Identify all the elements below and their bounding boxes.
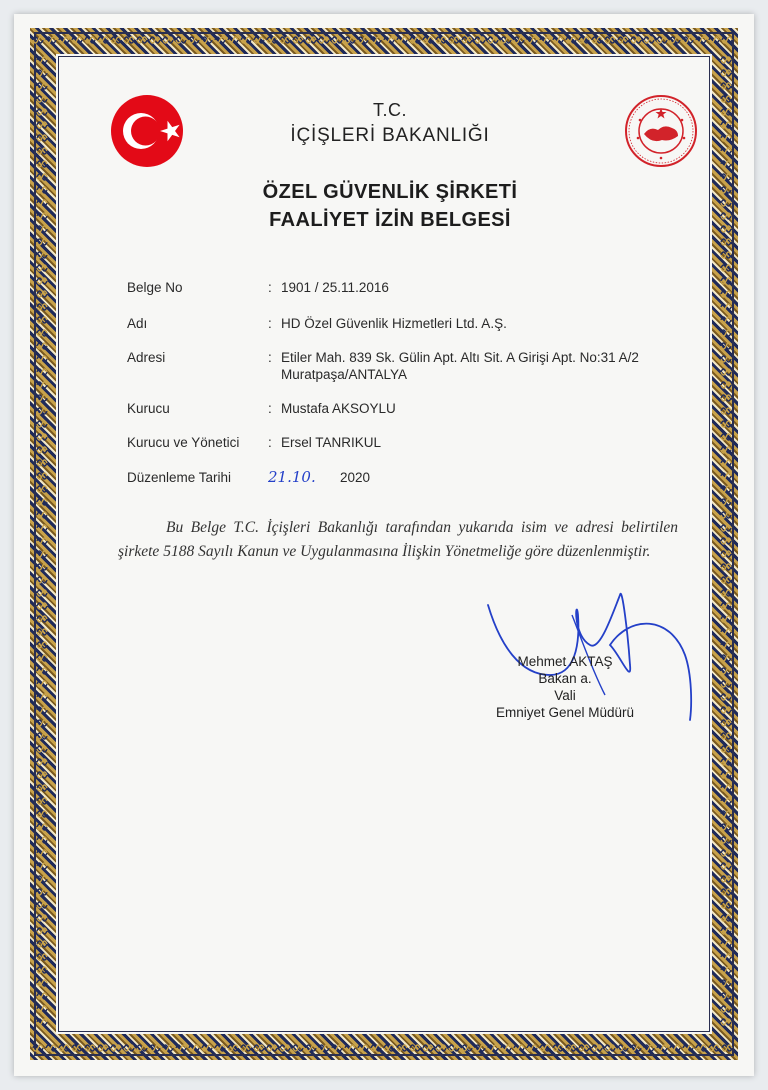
field-separator: : <box>268 316 272 331</box>
ministry-name: İÇİŞLERİ BAKANLIĞI <box>290 125 490 146</box>
field-separator: : <box>268 401 272 416</box>
handwritten-date: 21.10. <box>268 468 316 486</box>
signatory-title: Emniyet Genel Müdürü <box>495 705 635 720</box>
field-label: Düzenleme Tarihi <box>127 470 232 485</box>
field-label: Adresi <box>127 350 166 365</box>
field-value: Mustafa AKSOYLU <box>281 401 396 416</box>
field-value: HD Özel Güvenlik Hizmetleri Ltd. A.Ş. <box>281 316 507 331</box>
field-label: Kurucu <box>127 401 170 416</box>
certification-statement: Bu Belge T.C. İçişleri Bakanlığı tarafından yukarıda isim ve adresi belirtilen şirkete 5188 Sayılı Kanun ve Uygulanmasına İlişkin Yönetmeliğe göre düzenlenmiştir. <box>118 519 678 560</box>
turkish-flag-emblem <box>110 94 184 168</box>
title-line-2: FAALİYET İZİN BELGESİ <box>269 209 511 231</box>
signatory-block <box>470 653 660 721</box>
field-value: 1901 / 25.11.2016 <box>281 280 389 295</box>
signatory-line-2: Bakan a. <box>538 671 592 686</box>
field-separator: : <box>268 280 272 295</box>
title-line-1: ÖZEL GÜVENLİK ŞİRKETİ <box>262 181 518 203</box>
field-value: Etiler Mah. 839 Sk. Gülin Apt. Altı Sit. A Girişi Apt. No:31 A/2 <box>281 350 639 365</box>
field-label: Kurucu ve Yönetici <box>127 435 240 450</box>
government-header <box>200 100 580 147</box>
signatory-name: Mehmet AKTAŞ <box>517 654 613 669</box>
field-value: Ersel TANRIKUL <box>281 435 382 450</box>
field-value-line-2: Muratpaşa/ANTALYA <box>281 367 408 382</box>
field-separator: : <box>268 350 272 365</box>
field-label: Adı <box>127 316 148 331</box>
ministry-seal-icon <box>624 94 698 168</box>
field-separator: : <box>268 435 272 450</box>
field-label: Belge No <box>127 280 183 295</box>
field-value-year: 2020 <box>340 470 371 485</box>
document-title <box>160 178 620 234</box>
signatory-line-3: Vali <box>554 688 576 703</box>
state-title: T.C. <box>372 100 407 120</box>
